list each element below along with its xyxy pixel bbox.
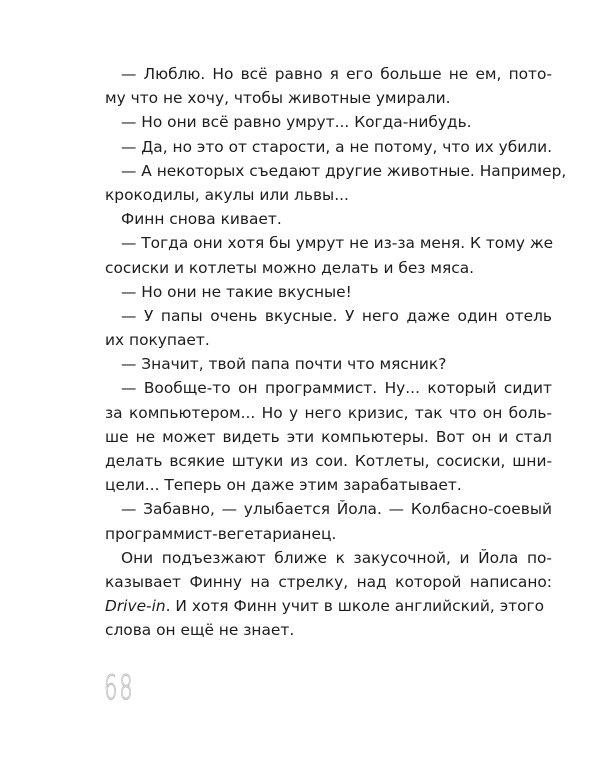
page-number: 68 bbox=[104, 668, 135, 708]
foreign-term: Drive-in bbox=[105, 597, 166, 616]
text-line: — У папы очень вкусные. У него даже один отель bbox=[121, 306, 552, 325]
page-text bbox=[105, 62, 567, 643]
text-line: цели... Теперь он даже этим зарабатывает. bbox=[105, 476, 462, 495]
text-line: му что не хочу, чтобы животные умирали. bbox=[105, 89, 451, 108]
text-line: — Но они не такие вкусные! bbox=[121, 282, 352, 301]
text-line: Финн снова кивает. bbox=[121, 210, 282, 229]
text-line: — Значит, твой папа почти что мясник? bbox=[121, 355, 447, 374]
text-line: Они подъезжают ближе к закусочной, и Йола по- bbox=[121, 548, 552, 567]
text-line: за компьютером... Но у него кризис, так что он боль- bbox=[105, 403, 552, 422]
text-line: — Тогда они хотя бы умрут не из-за меня. К тому же bbox=[121, 234, 554, 253]
text-line: — Люблю. Но всё равно я его больше не ем, пото- bbox=[121, 65, 552, 83]
text-line: — Но они всё равно умрут... Когда-нибудь. bbox=[121, 113, 472, 132]
text-line-mixed bbox=[105, 594, 552, 618]
text-line: слова он ещё не знает. bbox=[105, 621, 295, 640]
text-line: казывает Финну на стрелку, над которой написано: bbox=[105, 572, 552, 591]
text-line: делать всякие штуки из сои. Котлеты, сосиски, шни- bbox=[105, 452, 552, 470]
text-line: ше не может видеть эти компьютеры. Вот он и стал bbox=[105, 427, 552, 446]
text-line: — Да, но это от старости, а не потому, что их убили. bbox=[121, 137, 552, 156]
text-line: программист-вегетарианец. bbox=[105, 524, 337, 543]
text-line: — А некоторых съедают другие животные. Например, bbox=[121, 161, 567, 180]
text-line: — Вообще-то он программист. Ну... который сидит bbox=[121, 379, 552, 398]
text-line: их покупает. bbox=[105, 331, 210, 350]
text-line: сосиски и котлеты можно делать и без мяса. bbox=[105, 258, 475, 277]
text-line: крокодилы, акулы или львы... bbox=[105, 185, 349, 204]
text-line: — Забавно, — улыбается Йола. — Колбасно-соевый bbox=[121, 500, 552, 519]
text-line-tail: . И хотя Финн учит в школе английский, этого bbox=[165, 597, 545, 616]
